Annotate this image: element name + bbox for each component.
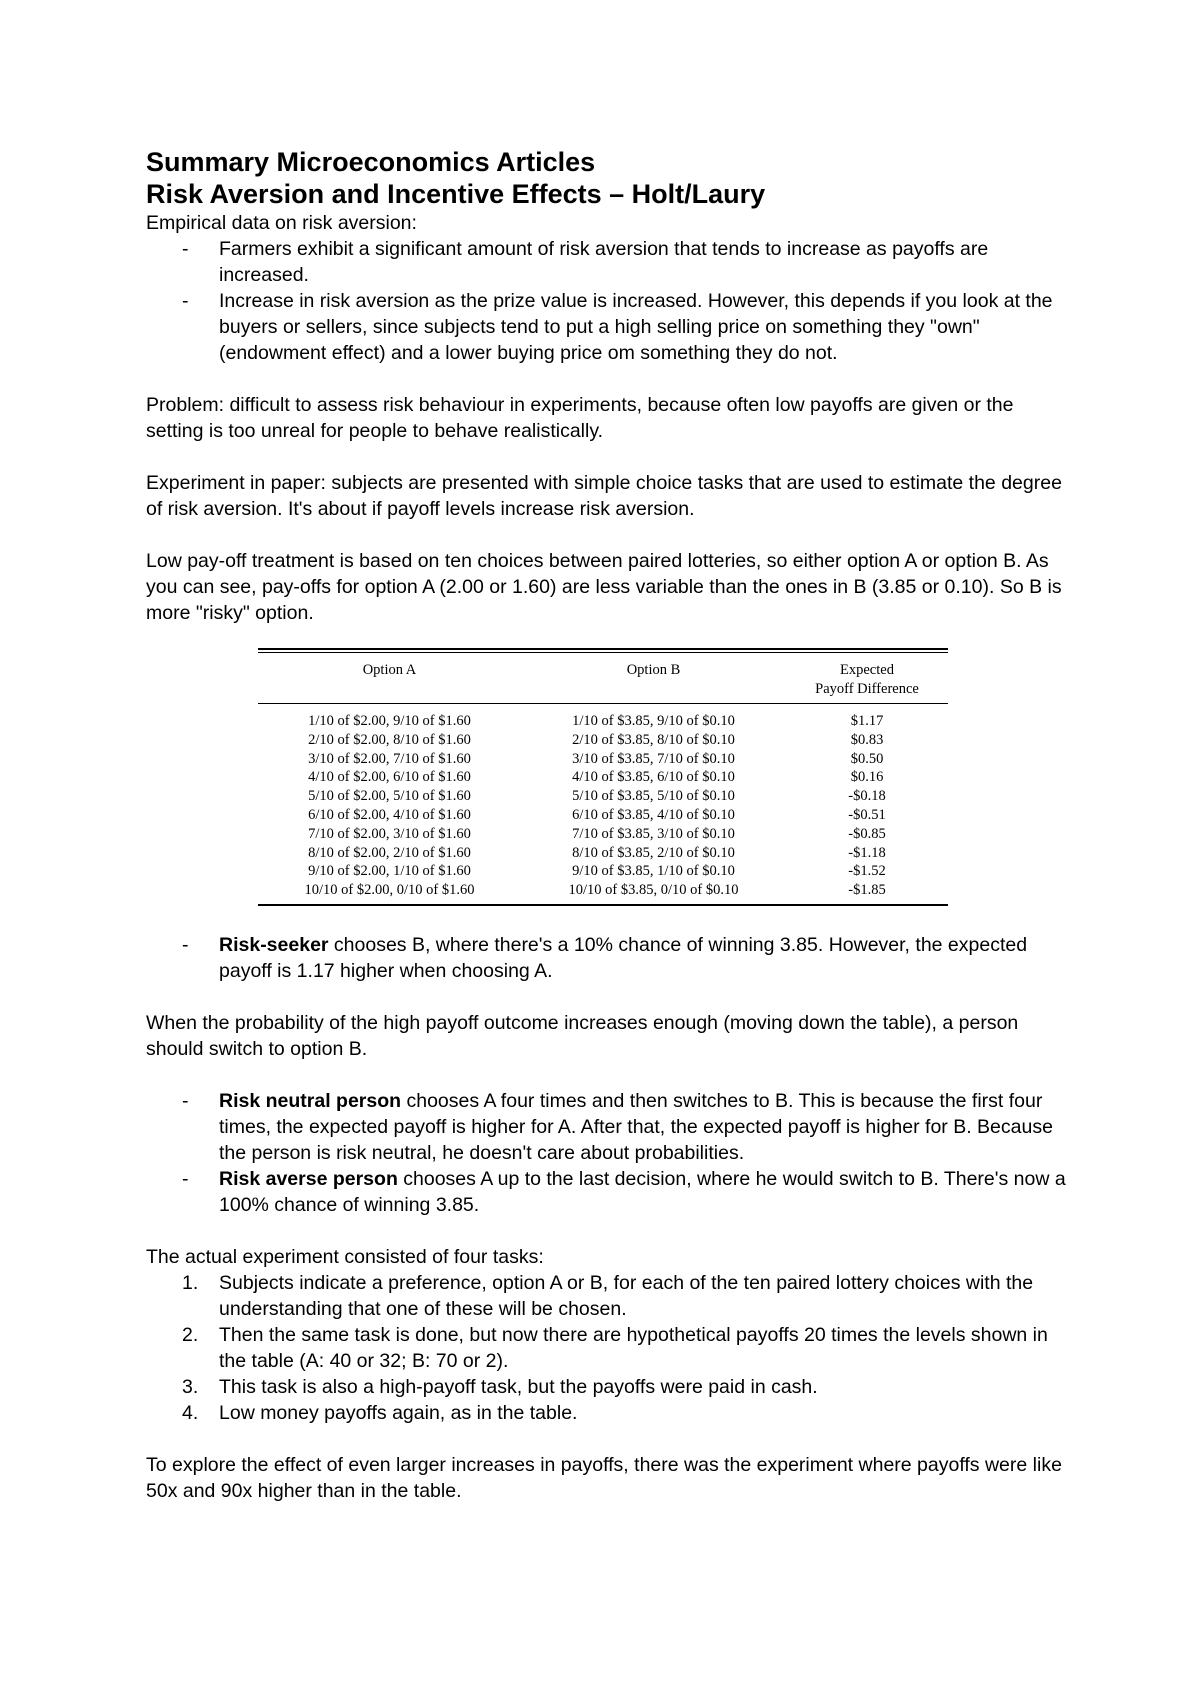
dash-bullet: - <box>182 290 189 312</box>
risk-seeker-list <box>146 932 1066 984</box>
cell-option-a: 8/10 of $2.00, 2/10 of $1.60 <box>308 844 471 861</box>
lottery-table-figure <box>258 648 948 906</box>
cell-option-b: 8/10 of $3.85, 2/10 of $0.10 <box>572 844 735 861</box>
table-header-row <box>258 653 948 704</box>
table-bottom-rule <box>258 904 948 906</box>
list-item <box>146 288 1066 366</box>
cell-payoff-difference: $0.16 <box>850 769 884 786</box>
empirical-list <box>146 236 1066 366</box>
tasks-list <box>146 1270 1066 1426</box>
list-number: 3. <box>182 1375 199 1398</box>
table-row <box>258 825 948 844</box>
list-number: 4. <box>182 1401 199 1424</box>
table-row <box>258 731 948 750</box>
cell-option-b: 6/10 of $3.85, 4/10 of $0.10 <box>572 806 735 823</box>
cell-option-a: 6/10 of $2.00, 4/10 of $1.60 <box>308 806 471 823</box>
probability-paragraph: When the probability of the high payoff outcome increases enough (moving down the table), a person should switch to option B. <box>146 1011 1019 1060</box>
table-row <box>258 844 948 863</box>
cell-payoff-difference: -$0.51 <box>848 806 886 823</box>
cell-option-a: 9/10 of $2.00, 1/10 of $1.60 <box>308 863 471 880</box>
risk-seeker-label: Risk-seeker <box>219 933 329 956</box>
list-item <box>146 236 1066 288</box>
table-row <box>258 750 948 769</box>
header-expected <box>786 653 948 704</box>
risk-averse-text: chooses A up to the last decision, where he would switch to B. There's now a 100% chance of winning 3.85. <box>219 1167 1066 1216</box>
risk-averse-label: Risk averse person <box>219 1167 398 1190</box>
header-expected-line1: Expected <box>840 662 894 678</box>
low-payoff-paragraph: Low pay-off treatment is based on ten choices between paired lotteries, so either option A or option B. As you can see, pay-offs for option A (2.00 or 1.60) are less variable than the ones in B (3.85 or 0.10). So B is more "risky" option. <box>146 550 1062 624</box>
cell-option-b: 7/10 of $3.85, 3/10 of $0.10 <box>572 825 735 842</box>
table-row <box>258 768 948 787</box>
cell-payoff-difference: $0.50 <box>850 750 884 767</box>
table-row <box>258 806 948 825</box>
list-item <box>146 1166 1066 1218</box>
header-option-b: Option B <box>626 662 681 678</box>
cell-option-b: 2/10 of $3.85, 8/10 of $0.10 <box>572 731 735 748</box>
document-title: Summary Microeconomics Articles <box>146 147 596 177</box>
cell-option-a: 7/10 of $2.00, 3/10 of $1.60 <box>308 825 471 842</box>
list-item <box>146 1374 1066 1400</box>
list-item-text: Increase in risk aversion as the prize value is increased. However, this depends if you look at the buyers or sellers, since subjects tend to put a high selling price on something they "own" (endowment effect) and a lower buying price om something they do not. <box>219 290 1053 364</box>
cell-payoff-difference: -$1.18 <box>848 844 886 861</box>
dash-bullet: - <box>182 238 189 260</box>
risk-neutral-text: chooses A four times and then switches to B. This is because the first four times, the expected payoff is higher for A. After that, the expected payoff is higher for B. Because the person is risk neutral, he doesn't care about probabilities. <box>219 1089 1053 1164</box>
table-body <box>258 704 948 904</box>
header-option-a: Option A <box>362 662 417 678</box>
task-text: Then the same task is done, but now there are hypothetical payoffs 20 times the levels shown in the table (A: 40 or 32; B: 70 or 2). <box>219 1323 1048 1372</box>
cell-payoff-difference: -$1.85 <box>848 882 886 899</box>
list-item <box>146 1322 1066 1374</box>
dash-bullet: - <box>182 1167 189 1190</box>
list-item <box>146 1400 1066 1426</box>
cell-option-b: 10/10 of $3.85, 0/10 of $0.10 <box>568 882 739 899</box>
experiment-paragraph: Experiment in paper: subjects are presented with simple choice tasks that are used to estimate the degree of risk aversion. It's about if payoff levels increase risk aversion. <box>146 472 1062 520</box>
cell-option-b: 1/10 of $3.85, 9/10 of $0.10 <box>572 713 735 729</box>
cell-option-a: 5/10 of $2.00, 5/10 of $1.60 <box>308 788 471 805</box>
table-row <box>258 787 948 806</box>
task-text: Subjects indicate a preference, option A or B, for each of the ten paired lottery choices with the understanding that one of these will be chosen. <box>219 1271 1034 1320</box>
cell-payoff-difference: $1.17 <box>850 713 884 729</box>
risk-types-list <box>146 1088 1066 1218</box>
table-row <box>258 862 948 881</box>
list-item <box>146 932 1066 984</box>
problem-paragraph: Problem: difficult to assess risk behaviour in experiments, because often low payoffs are given or the setting is too unreal for people to behave realistically. <box>146 394 1014 442</box>
cell-option-a: 1/10 of $2.00, 9/10 of $1.60 <box>308 713 471 729</box>
task-text: Low money payoffs again, as in the table. <box>219 1401 578 1424</box>
cell-option-b: 3/10 of $3.85, 7/10 of $0.10 <box>572 750 735 767</box>
document-body <box>146 146 1066 1504</box>
tasks-intro: The actual experiment consisted of four tasks: <box>146 1245 544 1268</box>
cell-option-a: 2/10 of $2.00, 8/10 of $1.60 <box>308 731 471 748</box>
header-expected-line2: Payoff Difference <box>815 681 919 697</box>
cell-option-a: 10/10 of $2.00, 0/10 of $1.60 <box>304 882 475 899</box>
cell-payoff-difference: -$0.18 <box>848 788 886 805</box>
cell-payoff-difference: -$1.52 <box>848 863 886 880</box>
cell-option-b: 9/10 of $3.85, 1/10 of $0.10 <box>572 863 735 880</box>
dash-bullet: - <box>182 933 189 956</box>
cell-option-a: 4/10 of $2.00, 6/10 of $1.60 <box>308 769 471 786</box>
cell-option-b: 4/10 of $3.85, 6/10 of $0.10 <box>572 769 735 786</box>
risk-seeker-text: chooses B, where there's a 10% chance of winning 3.85. However, the expected payoff is 1.17 higher when choosing A. <box>219 933 1028 982</box>
table-row <box>258 881 948 904</box>
closing-paragraph: To explore the effect of even larger increases in payoffs, there was the experiment where payoffs were like 50x and 90x higher than in the table. <box>146 1453 1062 1502</box>
list-item-text: Farmers exhibit a significant amount of risk aversion that tends to increase as payoffs are increased. <box>219 238 989 286</box>
dash-bullet: - <box>182 1089 189 1112</box>
list-number: 2. <box>182 1323 199 1346</box>
task-text: This task is also a high-payoff task, but the payoffs were paid in cash. <box>219 1375 818 1398</box>
cell-payoff-difference: -$0.85 <box>848 825 886 842</box>
lottery-table <box>258 653 948 904</box>
list-number: 1. <box>182 1271 199 1294</box>
risk-neutral-label: Risk neutral person <box>219 1089 402 1112</box>
list-item <box>146 1088 1066 1166</box>
article-heading: Risk Aversion and Incentive Effects – Holt/Laury <box>146 179 766 209</box>
cell-payoff-difference: $0.83 <box>850 731 884 748</box>
cell-option-a: 3/10 of $2.00, 7/10 of $1.60 <box>308 750 471 767</box>
cell-option-b: 5/10 of $3.85, 5/10 of $0.10 <box>572 788 735 805</box>
list-item <box>146 1270 1066 1322</box>
empirical-intro: Empirical data on risk aversion: <box>146 212 417 234</box>
table-row <box>258 704 948 731</box>
